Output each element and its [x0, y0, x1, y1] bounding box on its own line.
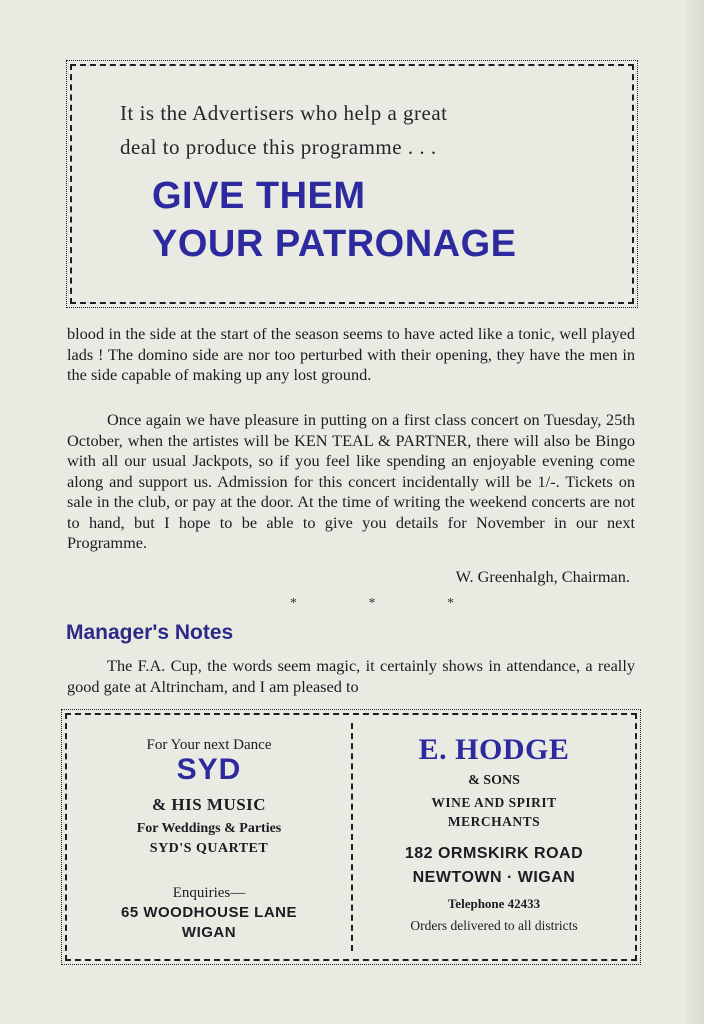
hodge-line-1: WINE AND SPIRIT	[431, 795, 557, 810]
headline-line-1: GIVE THEM	[152, 175, 366, 217]
headline-line-2: YOUR PATRONAGE	[152, 223, 517, 265]
hodge-sons: & SONS	[468, 773, 520, 788]
hodge-name: E. HODGE	[418, 733, 570, 766]
patronage-advert	[70, 64, 634, 304]
syd-address-2: WIGAN	[181, 924, 237, 941]
hodge-address-1: 182 ORMSKIRK ROAD	[404, 845, 584, 862]
advert-intro	[120, 96, 590, 164]
managers-notes-paragraph: The F.A. Cup, the words seem magic, it certainly shows in attendance, a really good gate at Altrincham, and I am pleased to	[67, 656, 635, 696]
advert-intro-line-1: It is the Advertisers who help a great	[120, 101, 448, 125]
syd-enquiries: Enquiries—	[172, 885, 246, 901]
hodge-line-2: MERCHANTS	[447, 814, 541, 829]
section-separator: * * *	[290, 596, 488, 611]
syd-name: SYD	[176, 753, 242, 786]
syd-address-1: 65 WOODHOUSE LANE	[120, 904, 298, 921]
syd-lead: For Your next Dance	[146, 737, 272, 753]
managers-notes-heading: Manager's Notes	[66, 621, 234, 644]
bottom-adverts	[65, 713, 637, 961]
hodge-telephone: Telephone 42433	[447, 896, 541, 911]
page-edge	[686, 0, 704, 1024]
advert-intro-line-2: deal to produce this programme . . .	[120, 135, 437, 159]
syd-music: & HIS MUSIC	[151, 795, 267, 814]
advert-headline	[152, 172, 517, 268]
syd-weddings: For Weddings & Parties	[136, 821, 282, 836]
article-paragraph-2: Once again we have pleasure in putting on a first class concert on Tuesday, 25th October, when the artistes will be KEN TEAL & PARTNER, there will also be Bingo with all our usual Jackpots, so if you feel like spending an enjoyable evening come along and support us. Admission for this concert incidentally will be 1/-. Tickets on sale in the club, or pay at the door. At the time of writing the weekend concerts are not to hand, but I hope to be able to give you details for November in our next Programme.	[67, 410, 635, 552]
syd-quartet: SYD'S QUARTET	[149, 841, 269, 856]
hodge-orders: Orders delivered to all districts	[410, 918, 578, 933]
chairman-signature: W. Greenhalgh, Chairman.	[455, 567, 630, 586]
hodge-address-2: NEWTOWN · WIGAN	[412, 869, 576, 886]
article-paragraph-1: blood in the side at the start of the season seems to have acted like a tonic, well played lads ! The domino side are nor too perturbed with their opening, they have the men in the side capable of making up any lost ground.	[67, 324, 635, 384]
